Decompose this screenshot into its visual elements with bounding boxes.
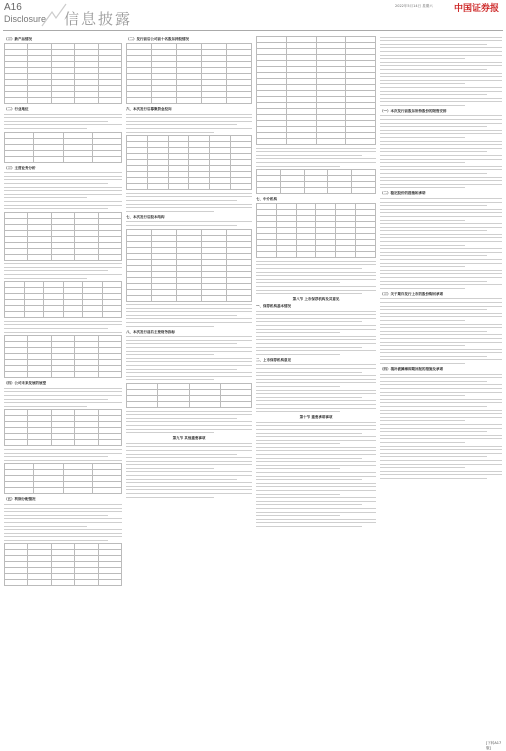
data-table	[126, 229, 252, 302]
section-heading: 第九节 其他重要事项	[172, 436, 206, 441]
data-table	[4, 409, 122, 446]
data-table	[256, 169, 376, 194]
data-table	[126, 383, 252, 408]
section-heading: （三）新产品情况	[4, 37, 32, 41]
data-table	[4, 335, 122, 378]
section-heading: 六、本次发行后募集资金投向	[126, 107, 172, 111]
section-heading: （五）利润分配情况	[4, 497, 36, 502]
section-heading: （三）主营业务分析	[4, 165, 36, 170]
section-heading: （四）公司未来发展的展望	[4, 381, 46, 386]
section-heading: （四）填补被摊薄即期回报的措施及承诺	[380, 367, 443, 372]
section-heading: （三）关于欺诈发行上市的股份购回承诺	[380, 291, 443, 296]
column-2	[126, 34, 252, 738]
section-heading: 七、本次发行后股本结构	[126, 214, 165, 219]
column-4	[380, 34, 502, 738]
section-heading: （二）行业地位	[4, 107, 29, 111]
data-table	[256, 203, 376, 258]
section-heading: （二）稳定股价的措施和承诺	[380, 191, 426, 196]
section-heading: （二）发行前后公司前十名股东持股情况	[126, 37, 189, 41]
data-table	[4, 43, 122, 104]
data-table	[4, 281, 122, 318]
section-heading: 八、本次发行前后主要财务指标	[126, 329, 175, 334]
data-table	[4, 543, 122, 586]
newspaper-logo: 中国证券报	[454, 4, 500, 14]
section-heading: 二、上市保荐机构意见	[256, 357, 291, 362]
data-table	[4, 463, 122, 494]
section-heading: 第十节 重要承诺事项	[299, 415, 333, 420]
data-table	[126, 43, 252, 104]
data-table	[126, 135, 252, 190]
section-name-cn: 信息披露	[64, 10, 133, 28]
page-header	[0, 0, 506, 30]
header-rule	[3, 30, 503, 31]
section-heading: （一）本次发行前股东所持股份的限售安排	[380, 108, 447, 113]
section-heading: 一、保荐机构基本情况	[256, 304, 291, 309]
issue-date: 2022年5月14日 星期六	[395, 4, 433, 8]
section-heading: 第八节 上市保荐机构及其意见	[292, 297, 340, 302]
data-table	[256, 36, 376, 145]
page-number: A16	[4, 2, 22, 13]
data-table	[4, 212, 122, 261]
section-name-en: Disclosure	[4, 14, 47, 24]
data-table	[4, 132, 122, 163]
section-heading: 七、中介机构	[256, 197, 277, 202]
column-1	[4, 34, 122, 738]
continued-tag: [下转A17版]	[486, 741, 502, 750]
column-3	[256, 34, 376, 738]
